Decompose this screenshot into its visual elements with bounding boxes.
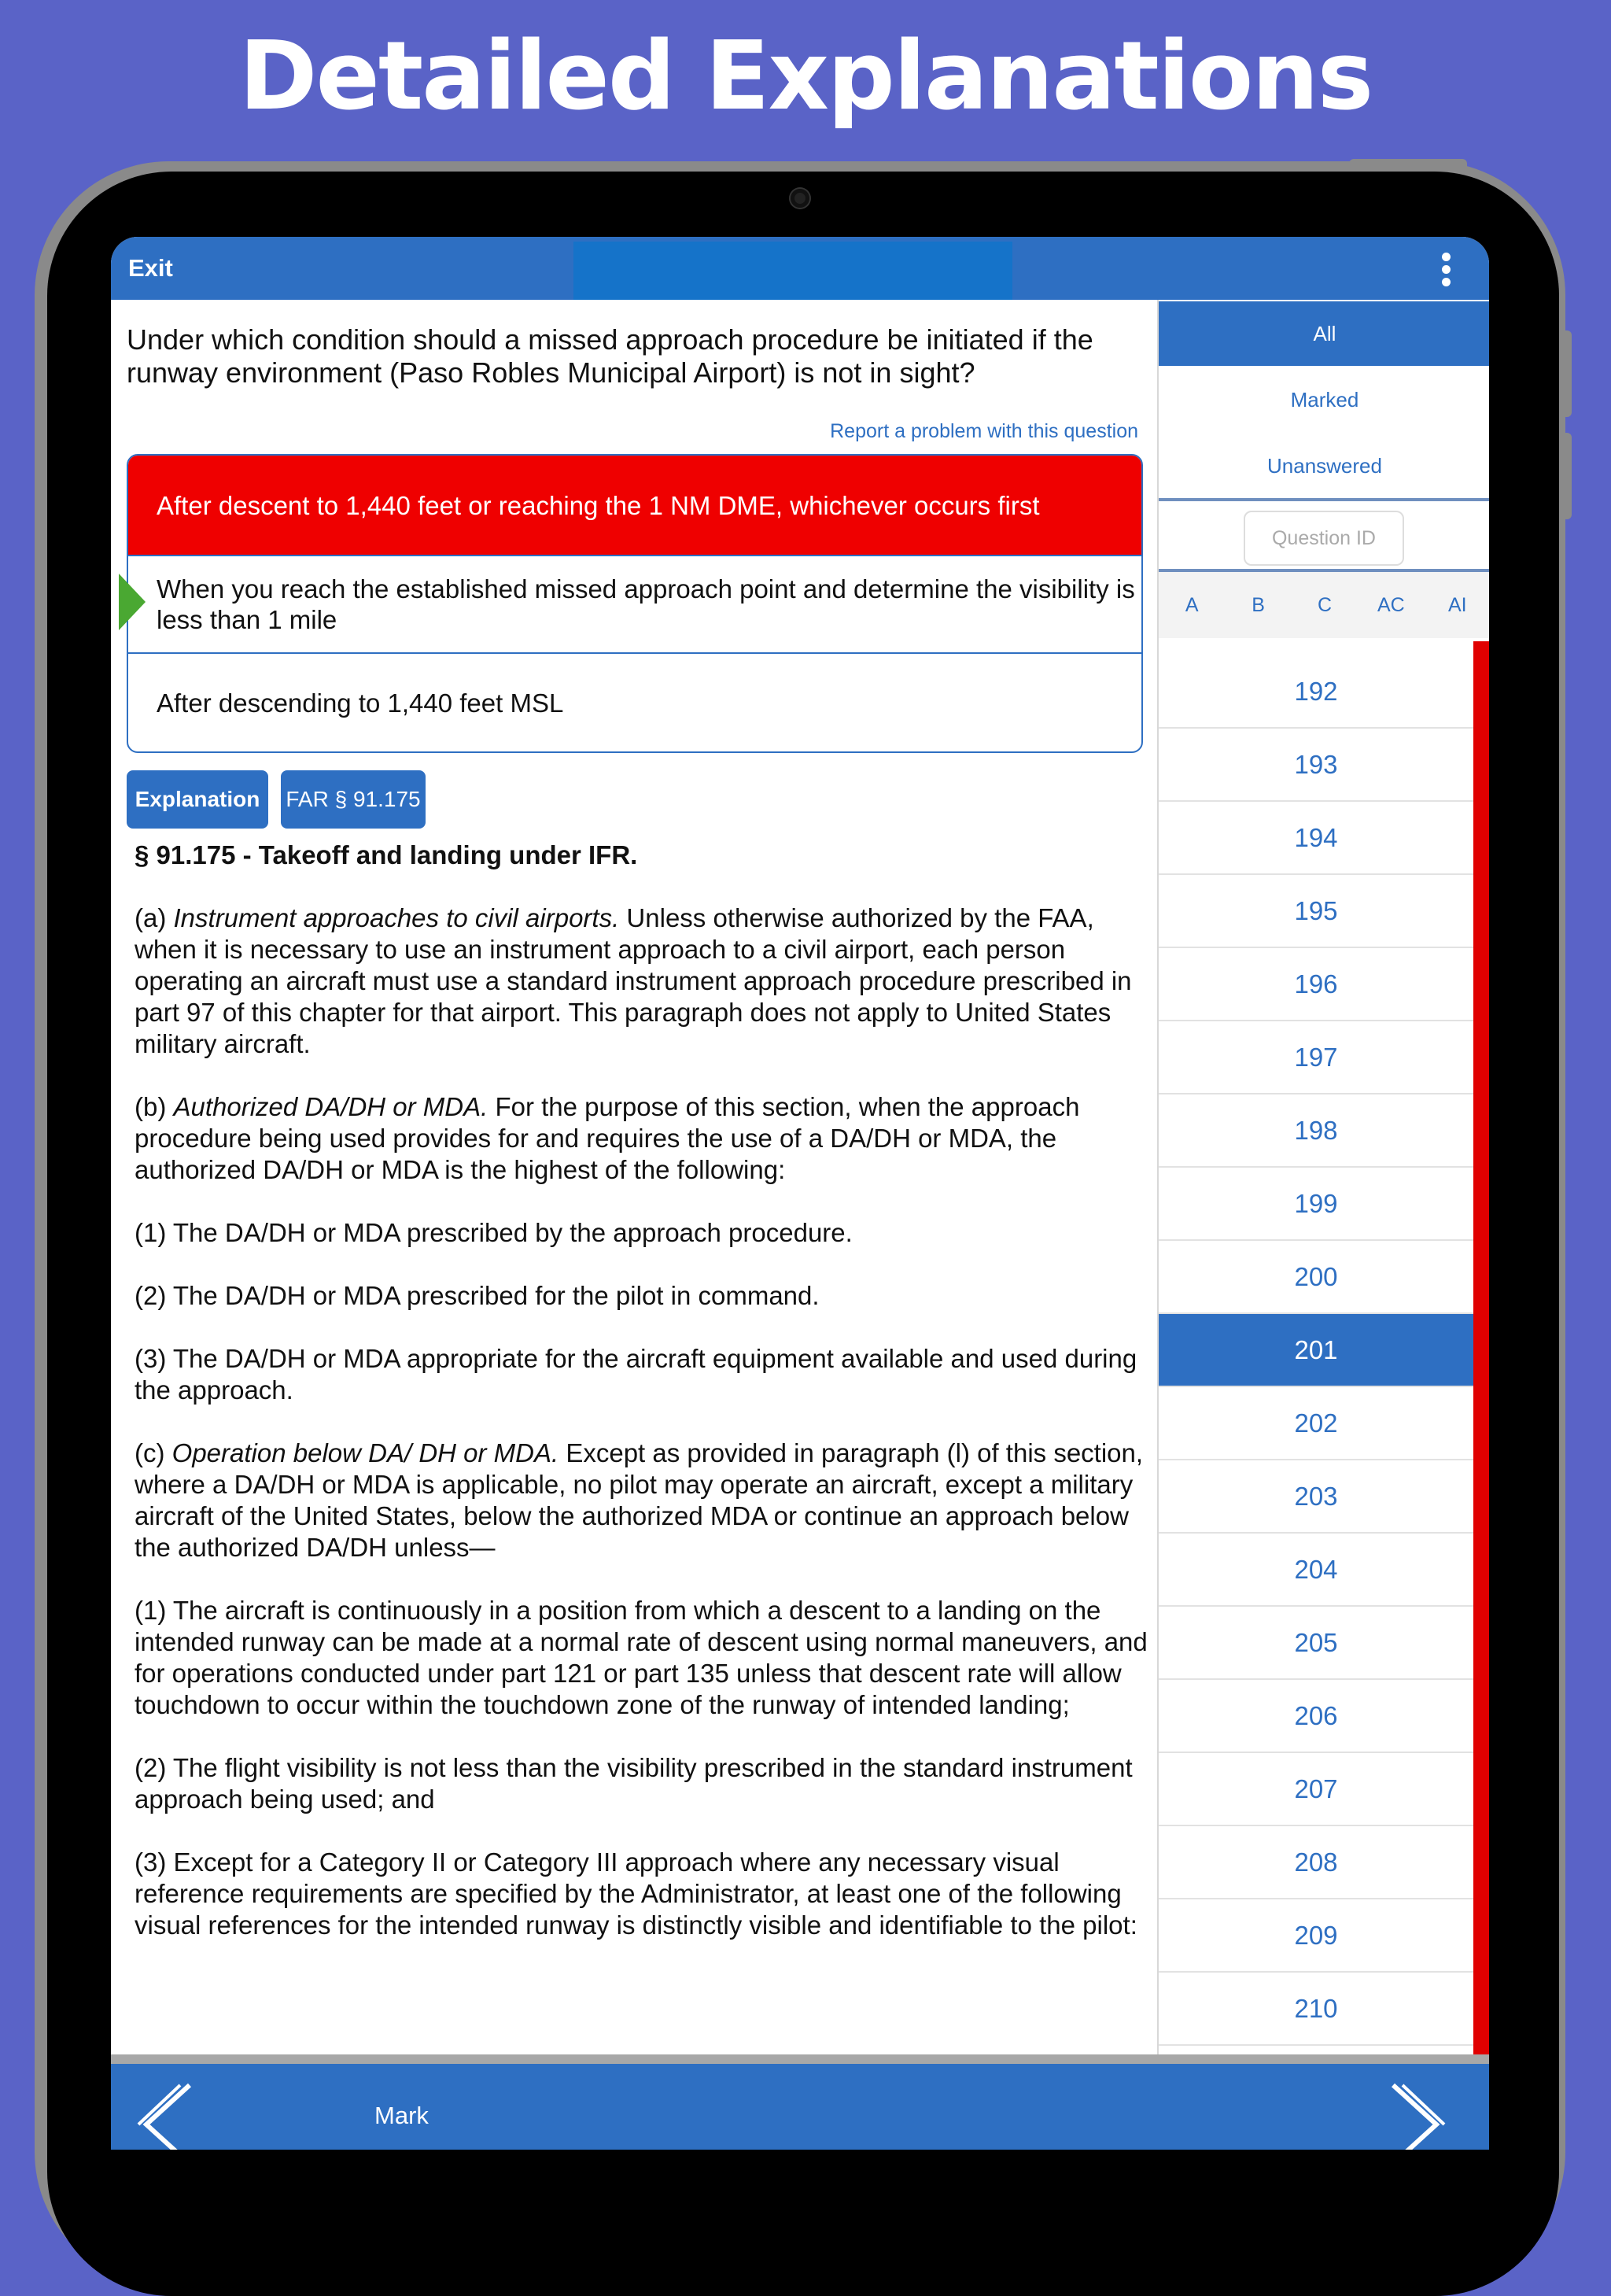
letter-filter-c[interactable]: C [1317, 593, 1332, 616]
app-screen [111, 237, 1489, 2150]
explanation-content [135, 840, 1149, 1973]
answer-option-correct[interactable] [128, 555, 1141, 652]
letter-filter-ac[interactable]: AC [1377, 593, 1405, 616]
filter-unanswered[interactable]: Unanswered [1267, 453, 1382, 478]
chevron-left-icon[interactable] [135, 2081, 197, 2150]
question-text: Under which condition should a missed approach procedure be initiated if the runway environment (Paso Robles Municipal Airport) is not in sight? [127, 323, 1093, 389]
filter-all[interactable]: All [1159, 301, 1489, 366]
page-headline: Detailed Explanations [238, 22, 1373, 131]
question-number-item[interactable]: 196 [1159, 948, 1473, 1021]
mark-button[interactable]: Mark [374, 2102, 429, 2129]
question-number-item[interactable]: 205 [1159, 1607, 1473, 1680]
paragraph-c: (c) Operation below DA/ DH or MDA. Except as provided in paragraph (l) of this section, where a DA/DH or MDA is applicable, no pilot may operate an aircraft, except a military aircraft of the United States, below the authorized MDA or continue an approach below the authorized DA/DH unless— [135, 1438, 1144, 1562]
question-number-item[interactable]: 199 [1159, 1168, 1473, 1241]
question-id-input[interactable]: Question ID [1244, 511, 1404, 566]
answer-option[interactable] [128, 652, 1141, 751]
paragraph-c1: (1) The aircraft is continuously in a position from which a descent to a landing on the intended runway can be made at a normal rate of descent using normal maneuvers, and for operations conducted under part 121 or part 135 unless that descent rate will allow touchdown to occur within the touchdown zone of the runway of intended landing; [135, 1596, 1148, 1719]
answer-text: When you reach the established missed approach point and determine the visibility is less than 1 mile [157, 574, 1135, 634]
letter-filter-b[interactable]: B [1252, 593, 1265, 616]
question-number-item[interactable]: 209 [1159, 1899, 1473, 1973]
question-number-item[interactable]: 194 [1159, 802, 1473, 875]
paragraph-c2: (2) The flight visibility is not less than the visibility prescribed in the standard instrument approach being used; and [135, 1753, 1133, 1814]
question-number-item[interactable]: 210 [1159, 1973, 1473, 2046]
paragraph-b: (b) Authorized DA/DH or MDA. For the purpose of this section, when the approach procedure being used provides for and requires the use of a DA/DH or MDA, the authorized DA/DH or MDA is the highest of the following: [135, 1092, 1080, 1184]
paragraph-c3: (3) Except for a Category II or Category III approach where any necessary visual reference requirements are specified by the Administrator, at least one of the following visual references for the intended runway is distinctly visible and identifiable to the pilot: [135, 1848, 1137, 1940]
question-number-item[interactable]: 200 [1159, 1241, 1473, 1314]
letter-filter-a[interactable]: A [1185, 593, 1199, 616]
question-number-item[interactable]: 203 [1159, 1460, 1473, 1534]
answer-option-incorrect[interactable] [128, 456, 1141, 555]
answer-list [127, 454, 1143, 753]
question-number-item[interactable]: 204 [1159, 1534, 1473, 1607]
answer-text: After descent to 1,440 feet or reaching the 1 NM DME, whichever occurs first [157, 490, 1040, 520]
bottom-divider [111, 2054, 1489, 2064]
question-number-item[interactable]: 198 [1159, 1094, 1473, 1168]
tablet-volume-down-button [1561, 433, 1572, 519]
answer-letter-filters [1159, 572, 1489, 638]
question-number-item[interactable]: 207 [1159, 1753, 1473, 1826]
paragraph-a: (a) Instrument approaches to civil airports. Unless otherwise authorized by the FAA, when it is necessary to use an instrument approach to a civil airport, each person operating an aircraft must use a standard instrument approach procedure prescribed in part 97 of this chapter for that airport. This paragraph does not apply to United States military aircraft. [135, 903, 1132, 1058]
bottom-navigation-bar [111, 2064, 1489, 2150]
question-number-item[interactable]: 197 [1159, 1021, 1473, 1094]
paragraph-b3: (3) The DA/DH or MDA appropriate for the aircraft equipment available and used during the approach. [135, 1344, 1137, 1405]
question-number-list [1159, 655, 1473, 2046]
filter-marked[interactable]: Marked [1290, 387, 1359, 412]
paragraph-b1: (1) The DA/DH or MDA prescribed by the approach procedure. [135, 1218, 853, 1247]
report-problem-link[interactable]: Report a problem with this question [830, 420, 1138, 442]
explanation-tab[interactable]: Explanation [127, 770, 268, 829]
question-number-item[interactable]: 206 [1159, 1680, 1473, 1753]
scroll-indicator[interactable] [1473, 641, 1489, 2054]
kebab-menu-icon[interactable] [1440, 253, 1451, 287]
top-navigation-bar [111, 237, 1489, 300]
letter-filter-ai[interactable]: AI [1447, 593, 1467, 616]
front-camera [791, 189, 809, 208]
correct-answer-arrow-icon [119, 574, 146, 630]
exit-button[interactable]: Exit [128, 254, 173, 282]
title-area [573, 242, 1012, 300]
divider [1159, 498, 1489, 501]
question-number-item[interactable]: 202 [1159, 1387, 1473, 1460]
question-number-item-active[interactable]: 201 [1159, 1314, 1473, 1387]
question-number-item[interactable]: 208 [1159, 1826, 1473, 1899]
chevron-right-icon[interactable] [1385, 2081, 1448, 2150]
question-number-item[interactable]: 192 [1159, 655, 1473, 729]
question-number-item[interactable]: 195 [1159, 875, 1473, 948]
question-number-item[interactable]: 193 [1159, 729, 1473, 802]
answer-text: After descending to 1,440 feet MSL [157, 688, 564, 718]
tablet-top-button [1349, 159, 1467, 168]
question-panel [111, 300, 1157, 2054]
reference-tab[interactable]: FAR § 91.175 [281, 770, 426, 829]
explanation-heading: § 91.175 - Takeoff and landing under IFR. [135, 840, 638, 869]
tablet-volume-up-button [1561, 330, 1572, 417]
paragraph-b2: (2) The DA/DH or MDA prescribed for the pilot in command. [135, 1281, 820, 1310]
question-sidebar [1157, 300, 1489, 2054]
